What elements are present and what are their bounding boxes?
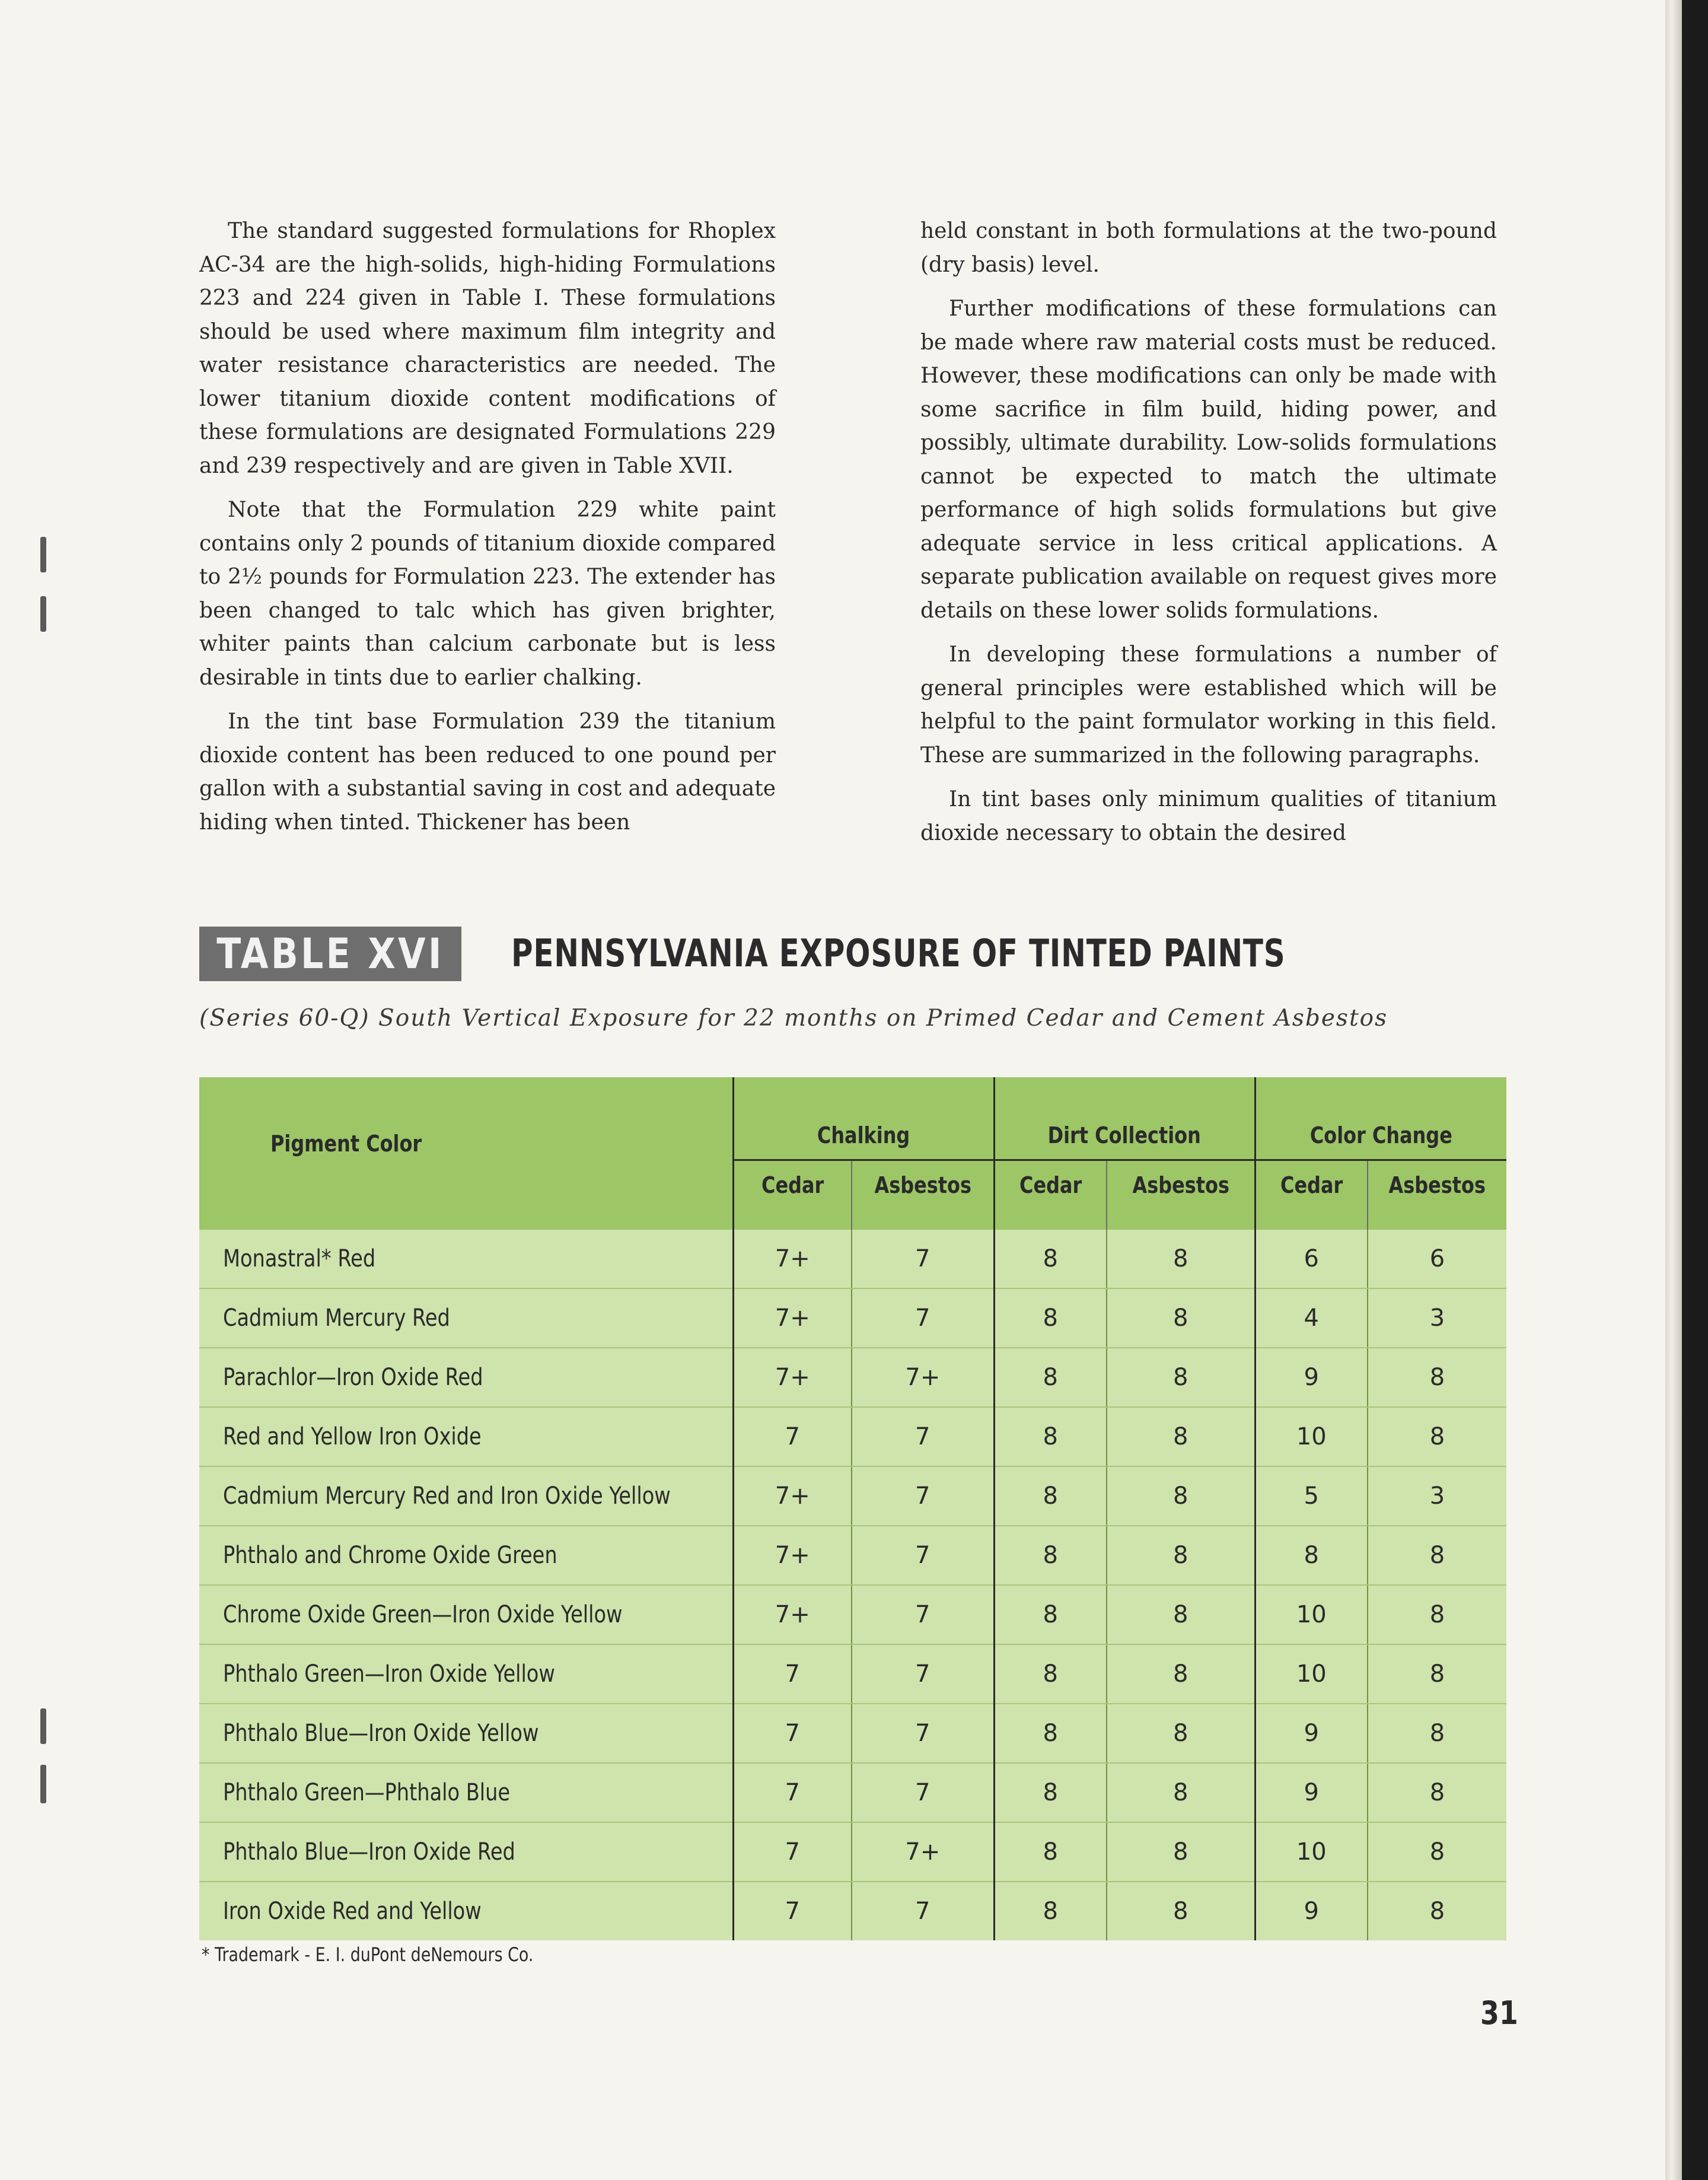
header-spacer xyxy=(1255,1210,1368,1230)
subheader-asbestos: Asbestos xyxy=(1107,1160,1255,1210)
pigment-color-cell xyxy=(199,1763,733,1822)
table-row xyxy=(199,1585,1506,1644)
rating-cell: 7+ xyxy=(733,1526,852,1585)
rating-cell: 8 xyxy=(1368,1407,1506,1466)
rating-cell: 8 xyxy=(1107,1882,1255,1940)
rating-cell: 7 xyxy=(852,1526,994,1585)
table-row xyxy=(199,1704,1506,1763)
table-heading xyxy=(199,927,1504,981)
row-header-label: Pigment Color xyxy=(270,1130,422,1157)
subheader-cedar: Cedar xyxy=(1255,1160,1368,1210)
rating-cell: 8 xyxy=(1368,1763,1506,1822)
paragraph: In the tint base Formulation 239 the titanium dioxide content has been reduced to one pound per gallon with a substantial saving in cost and adequate hiding when tinted. Thickener has been xyxy=(199,709,776,835)
rating-cell: 3 xyxy=(1368,1466,1506,1526)
table-subtitle: (Series 60-Q) South Vertical Exposure for 22 months on Primed Cedar and Cement Asbestos xyxy=(199,1005,1388,1032)
paragraph: The standard suggested formulations for Rhoplex AC-34 are the high-solids, high-hiding Formulations 223 and 224 given in Table I. These formulations should be used where maximum film integrity and water resistance characteristics are needed. The lower titanium dioxide content modifications of these formulations are designated Formulations 229 and 239 respectively and are given in Table XVII. xyxy=(199,219,776,478)
rating-cell: 4 xyxy=(1255,1288,1368,1348)
rating-cell: 8 xyxy=(994,1466,1107,1526)
rating-cell: 8 xyxy=(994,1763,1107,1822)
paragraph: Note that the Formulation 229 white paint contains only 2 pounds of titanium dioxide compared to 2½ pounds for Formulation 223. The extender has been changed to talc which has given brighter, whiter paints than calcium carbonate but is less desirable in tints due to earlier chalking. xyxy=(199,498,776,690)
subheader-asbestos: Asbestos xyxy=(1368,1160,1506,1210)
rating-cell: 7 xyxy=(733,1763,852,1822)
rating-cell: 7 xyxy=(852,1644,994,1704)
rating-cell: 8 xyxy=(1368,1585,1506,1644)
rating-cell: 8 xyxy=(1107,1288,1255,1348)
table-row xyxy=(199,1763,1506,1822)
rating-cell: 7 xyxy=(733,1644,852,1704)
pigment-color-label: Phthalo Green—Iron Oxide Yellow xyxy=(223,1660,555,1688)
rating-cell: 7+ xyxy=(733,1230,852,1288)
header-spacer xyxy=(733,1210,852,1230)
group-header-dirt-collection: Dirt Collection xyxy=(994,1077,1255,1160)
pigment-color-cell xyxy=(199,1822,733,1882)
rating-cell: 9 xyxy=(1255,1763,1368,1822)
pigment-color-cell xyxy=(199,1230,733,1288)
rating-cell: 7 xyxy=(733,1704,852,1763)
pigment-color-label: Phthalo Blue—Iron Oxide Red xyxy=(223,1838,515,1866)
rating-cell: 8 xyxy=(994,1704,1107,1763)
paragraph: In tint bases only minimum qualities of titanium dioxide necessary to obtain the desired xyxy=(920,787,1497,845)
rating-cell: 5 xyxy=(1255,1466,1368,1526)
pigment-color-label: Chrome Oxide Green—Iron Oxide Yellow xyxy=(223,1601,623,1628)
pigment-color-cell xyxy=(199,1288,733,1348)
binding-mark xyxy=(40,537,46,572)
rating-cell: 7 xyxy=(852,1407,994,1466)
header-spacer xyxy=(1107,1210,1255,1230)
rating-cell: 10 xyxy=(1255,1822,1368,1882)
rating-cell: 8 xyxy=(994,1348,1107,1407)
table-row xyxy=(199,1882,1506,1940)
rating-cell: 7 xyxy=(733,1822,852,1882)
rating-cell: 7 xyxy=(733,1882,852,1940)
pigment-color-label: Parachlor—Iron Oxide Red xyxy=(223,1364,483,1391)
table-row xyxy=(199,1230,1506,1288)
pigment-color-label: Iron Oxide Red and Yellow xyxy=(223,1898,482,1925)
pigment-color-cell xyxy=(199,1585,733,1644)
rating-cell: 10 xyxy=(1255,1407,1368,1466)
rating-cell: 7+ xyxy=(733,1348,852,1407)
table-row xyxy=(199,1526,1506,1585)
table-row xyxy=(199,1407,1506,1466)
rating-cell: 8 xyxy=(1368,1704,1506,1763)
rating-cell: 9 xyxy=(1255,1882,1368,1940)
row-header-cell xyxy=(199,1077,733,1210)
binding-mark xyxy=(40,1708,46,1744)
table-body xyxy=(199,1230,1506,1940)
exposure-table xyxy=(199,1077,1506,1940)
rating-cell: 8 xyxy=(1107,1407,1255,1466)
page-number: 31 xyxy=(1480,1994,1518,2032)
table-title: PENNSYLVANIA EXPOSURE OF TINTED PAINTS xyxy=(511,932,1286,976)
rating-cell: 7+ xyxy=(733,1585,852,1644)
rating-cell: 8 xyxy=(1368,1526,1506,1585)
rating-cell: 8 xyxy=(994,1822,1107,1882)
rating-cell: 7 xyxy=(852,1763,994,1822)
paragraph: held constant in both formulations at the two-pound (dry basis) level. xyxy=(920,219,1497,277)
rating-cell: 9 xyxy=(1255,1348,1368,1407)
rating-cell: 8 xyxy=(1107,1704,1255,1763)
pigment-color-cell xyxy=(199,1644,733,1704)
rating-cell: 10 xyxy=(1255,1644,1368,1704)
right-text-column xyxy=(920,215,1497,861)
header-spacer xyxy=(994,1210,1107,1230)
table-footnote: * Trademark - E. I. duPont deNemours Co. xyxy=(202,1943,534,1966)
rating-cell: 8 xyxy=(994,1526,1107,1585)
rating-cell: 7 xyxy=(852,1704,994,1763)
rating-cell: 6 xyxy=(1255,1230,1368,1288)
rating-cell: 8 xyxy=(994,1288,1107,1348)
rating-cell: 9 xyxy=(1255,1704,1368,1763)
binding-mark xyxy=(40,1765,46,1803)
pigment-color-cell xyxy=(199,1466,733,1526)
subheader-cedar: Cedar xyxy=(994,1160,1107,1210)
rating-cell: 8 xyxy=(1368,1348,1506,1407)
pigment-color-cell xyxy=(199,1704,733,1763)
rating-cell: 8 xyxy=(1368,1822,1506,1882)
rating-cell: 6 xyxy=(1368,1230,1506,1288)
rating-cell: 8 xyxy=(1107,1585,1255,1644)
pigment-color-label: Cadmium Mercury Red xyxy=(223,1304,450,1332)
pigment-color-cell xyxy=(199,1348,733,1407)
rating-cell: 7 xyxy=(733,1407,852,1466)
rating-cell: 8 xyxy=(994,1585,1107,1644)
rating-cell: 3 xyxy=(1368,1288,1506,1348)
rating-cell: 10 xyxy=(1255,1585,1368,1644)
rating-cell: 7 xyxy=(852,1466,994,1526)
paragraph: Further modifications of these formulations can be made where raw material costs must be reduced. However, these modifications can only be made with some sacrifice in film build, hiding power, and possibly, ultimate durability. Low-solids formulations cannot be expected to match the ultimate performance of high solids formulations but give adequate service in less critical applications. A separate publication available on request gives more details on these lower solids formulations. xyxy=(920,297,1497,623)
rating-cell: 8 xyxy=(994,1230,1107,1288)
pigment-color-cell xyxy=(199,1526,733,1585)
rating-cell: 7+ xyxy=(852,1822,994,1882)
table-row xyxy=(199,1644,1506,1704)
rating-cell: 7+ xyxy=(733,1288,852,1348)
header-spacer xyxy=(199,1210,733,1230)
rating-cell: 7 xyxy=(852,1585,994,1644)
rating-cell: 8 xyxy=(1107,1644,1255,1704)
table-row xyxy=(199,1466,1506,1526)
pigment-color-label: Cadmium Mercury Red and Iron Oxide Yellow xyxy=(223,1482,671,1510)
rating-cell: 7 xyxy=(852,1882,994,1940)
rating-cell: 8 xyxy=(1107,1348,1255,1407)
rating-cell: 8 xyxy=(1107,1466,1255,1526)
table-number-tag: TABLE XVI xyxy=(199,927,461,981)
pigment-color-label: Phthalo Blue—Iron Oxide Yellow xyxy=(223,1720,539,1747)
header-spacer xyxy=(1368,1210,1506,1230)
subheader-cedar: Cedar xyxy=(733,1160,852,1210)
group-header-chalking: Chalking xyxy=(733,1077,994,1160)
pigment-color-label: Phthalo and Chrome Oxide Green xyxy=(223,1542,557,1569)
pigment-color-label: Monastral* Red xyxy=(223,1245,376,1272)
rating-cell: 8 xyxy=(994,1644,1107,1704)
rating-cell: 8 xyxy=(1107,1526,1255,1585)
pigment-color-cell xyxy=(199,1407,733,1466)
table-row xyxy=(199,1822,1506,1882)
rating-cell: 7 xyxy=(852,1288,994,1348)
group-header-color-change: Color Change xyxy=(1255,1077,1506,1160)
rating-cell: 7 xyxy=(852,1230,994,1288)
rating-cell: 8 xyxy=(1107,1230,1255,1288)
rating-cell: 7+ xyxy=(852,1348,994,1407)
table-row xyxy=(199,1288,1506,1348)
binding-mark xyxy=(40,596,46,632)
left-text-column xyxy=(199,215,776,850)
rating-cell: 8 xyxy=(1368,1644,1506,1704)
rating-cell: 7+ xyxy=(733,1466,852,1526)
header-spacer xyxy=(852,1210,994,1230)
rating-cell: 8 xyxy=(994,1407,1107,1466)
rating-cell: 8 xyxy=(1107,1822,1255,1882)
rating-cell: 8 xyxy=(994,1882,1107,1940)
page-edge xyxy=(1665,0,1682,2180)
pigment-color-cell xyxy=(199,1882,733,1940)
subheader-asbestos: Asbestos xyxy=(852,1160,994,1210)
pigment-color-label: Phthalo Green—Phthalo Blue xyxy=(223,1779,511,1806)
table-row xyxy=(199,1348,1506,1407)
paragraph: In developing these formulations a number of general principles were established which will be helpful to the paint formulator working in this field. These are summarized in the following paragraphs. xyxy=(920,642,1497,768)
rating-cell: 8 xyxy=(1368,1882,1506,1940)
rating-cell: 8 xyxy=(1107,1763,1255,1822)
pigment-color-label: Red and Yellow Iron Oxide xyxy=(223,1423,482,1450)
rating-cell: 8 xyxy=(1255,1526,1368,1585)
